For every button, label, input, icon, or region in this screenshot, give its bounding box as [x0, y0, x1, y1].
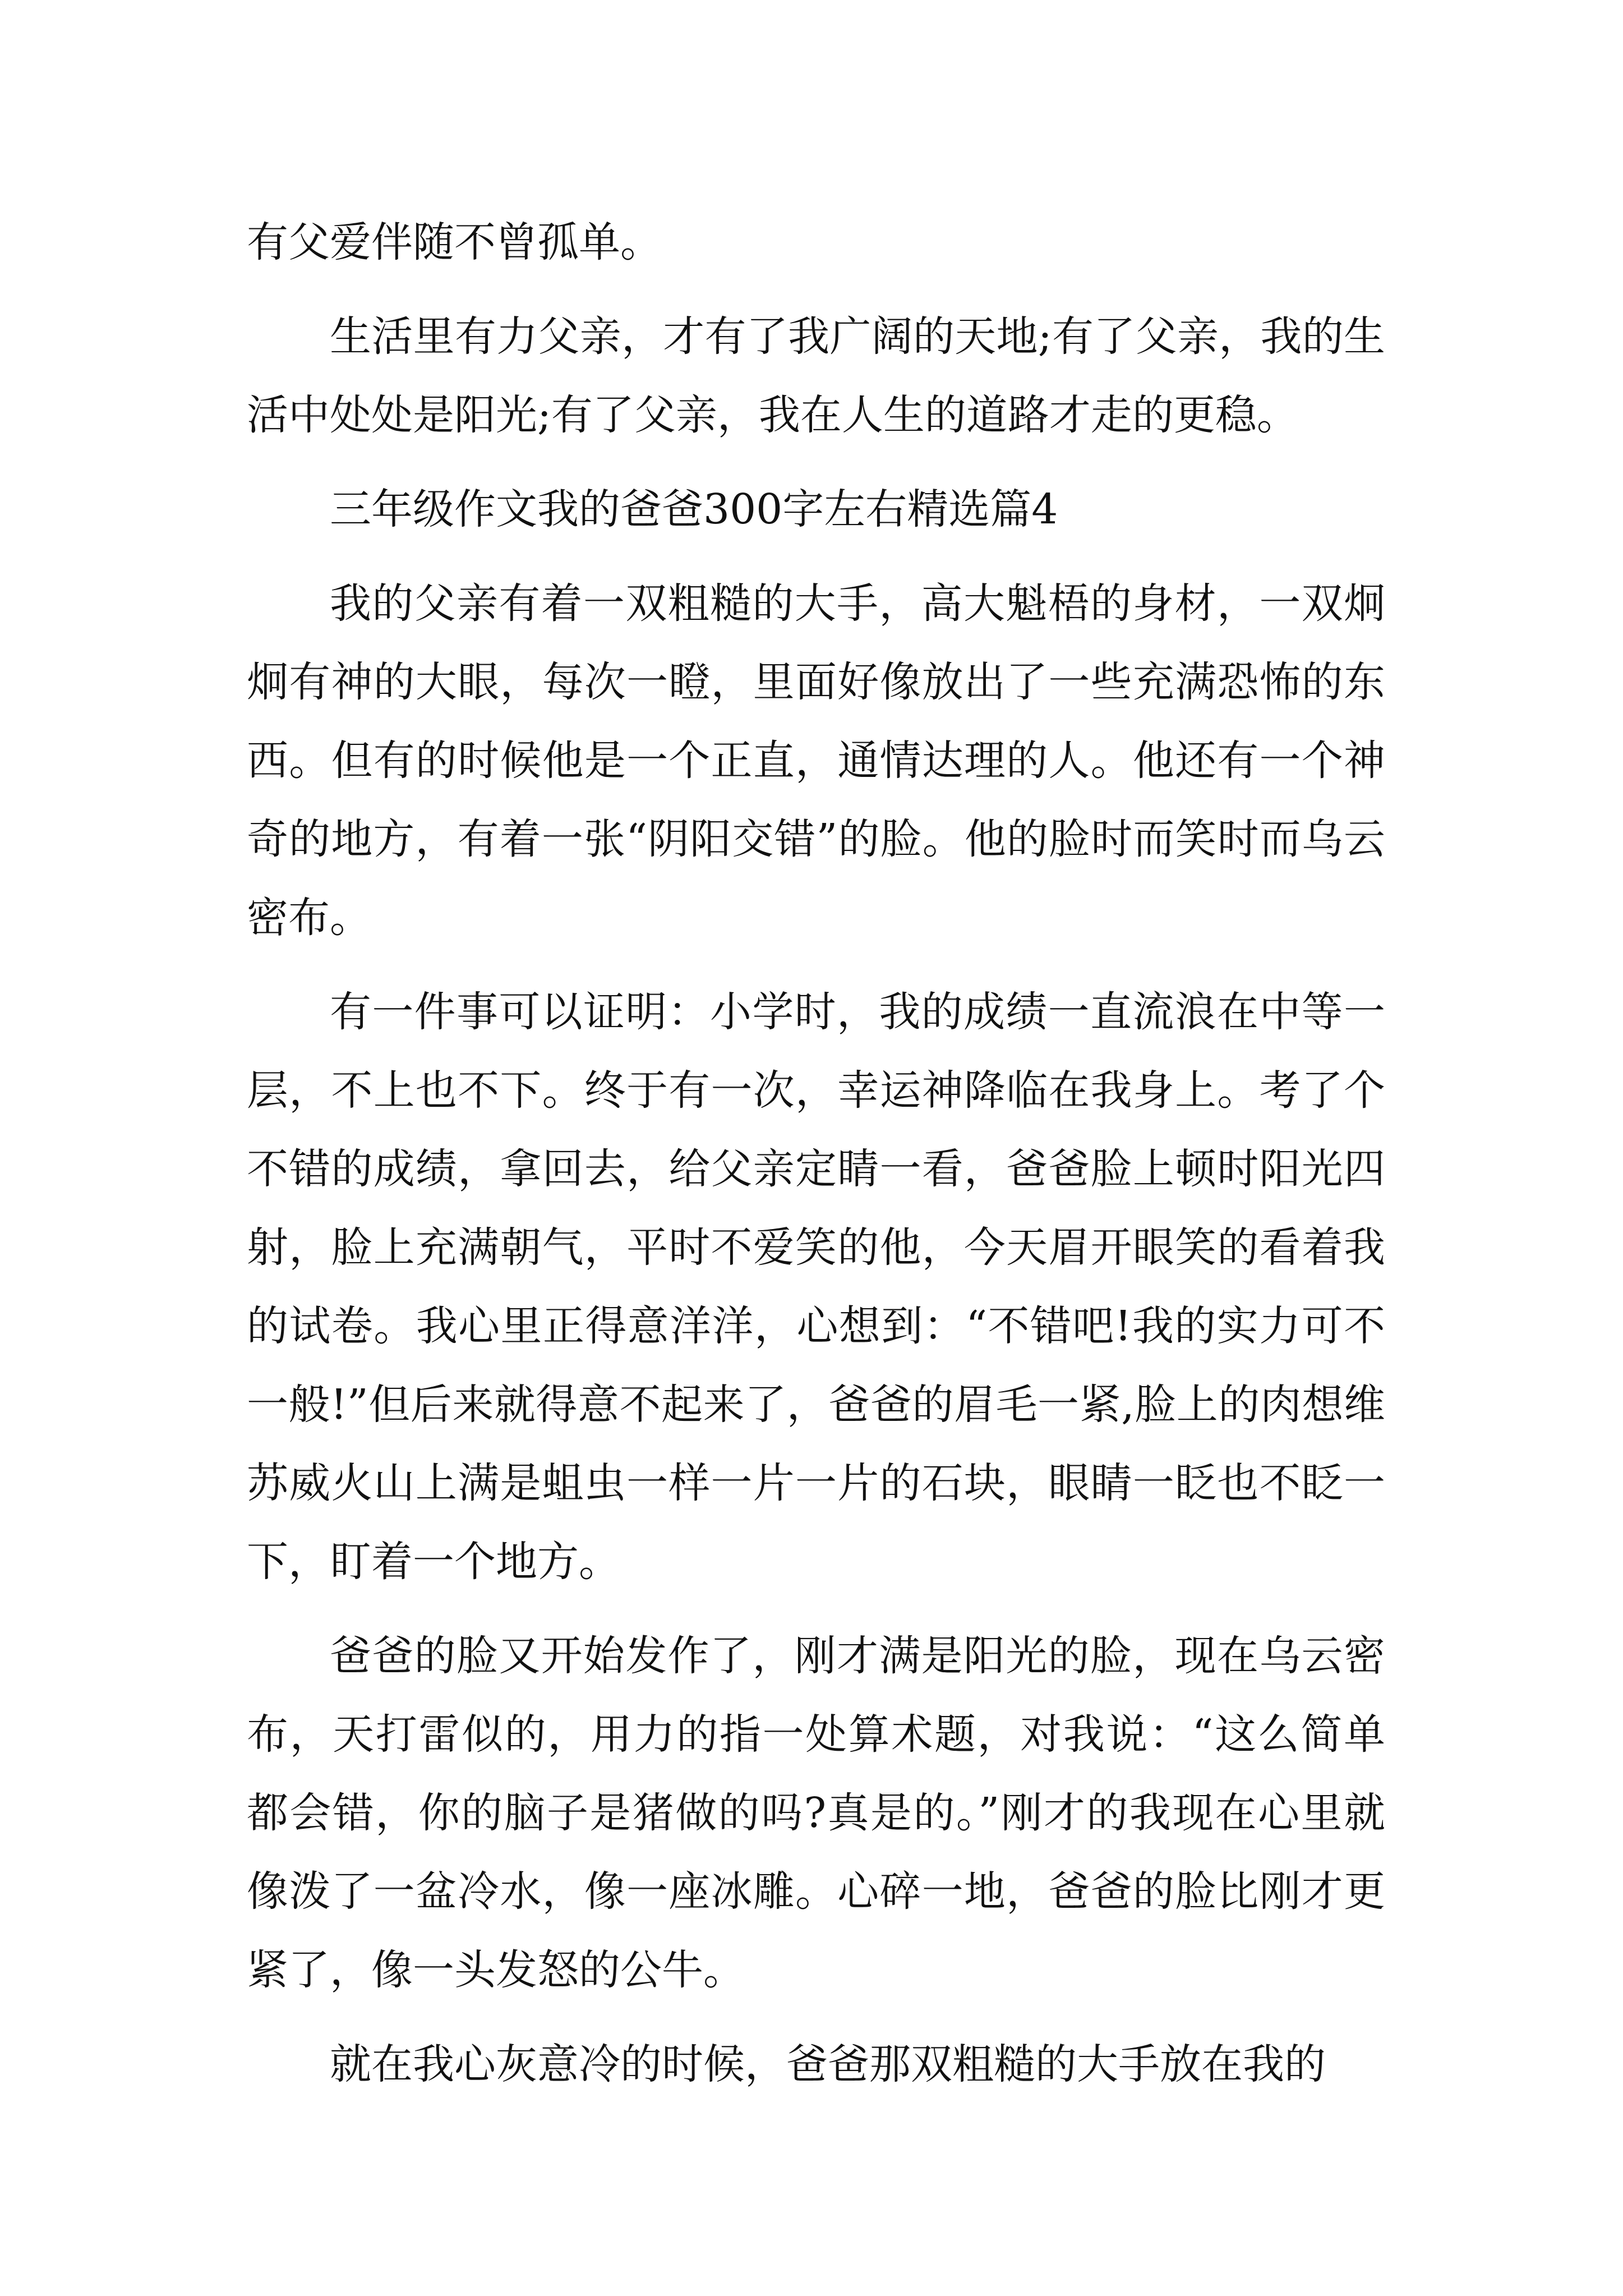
paragraph-2: 生活里有力父亲，才有了我广阔的天地;有了父亲，我的生活中处处是阳光;有了父亲，我在人生的道路才走的更稳。	[247, 312, 1385, 439]
paragraph-6: 就在我心灰意冷的时候，爸爸那双粗糙的大手放在我的	[330, 2040, 1326, 2088]
paragraph-1: 有父爱伴随不曾孤单。	[247, 218, 662, 266]
paragraph-3: 我的父亲有着一双粗糙的大手，高大魁梧的身材，一双炯炯有神的大眼，每次一瞪，里面好像放出了一些充满恐怖的东西。但有的时候他是一个正直，通情达理的人。他还有一个神奇的地方，有着一张“阴阳交错”的脸。他的脸时而笑时而乌云密布。	[247, 579, 1385, 942]
paragraph-5: 爸爸的脸又开始发作了，刚才满是阳光的脸，现在乌云密布，天打雷似的，用力的指一处算术题，对我说：“这么简单都会错，你的脑子是猪做的吗?真是的。”刚才的我现在心里就像泼了一盆冷水，像一座冰雕。心碎一地，爸爸的脸比刚才更紧了，像一头发怒的公牛。	[247, 1632, 1385, 1994]
section-heading: 三年级作文我的爸爸300字左右精选篇4	[330, 485, 1058, 533]
paragraph-4: 有一件事可以证明：小学时，我的成绩一直流浪在中等一层，不上也不下。终于有一次，幸运神降临在我身上。考了个不错的成绩，拿回去，给父亲定睛一看，爸爸脸上顿时阳光四射，脸上充满朝气，平时不爱笑的他，今天眉开眼笑的看着我的试卷。我心里正得意洋洋，心想到：“不错吧!我的实力可不一般!”但后来就得意不起来了，爸爸的眉毛一紧,脸上的肉想维苏威火山上满是蛆虫一样一片一片的石块，眼睛一眨也不眨一下，盯着一个地方。	[247, 988, 1385, 1586]
document-page	[247, 203, 1385, 2119]
